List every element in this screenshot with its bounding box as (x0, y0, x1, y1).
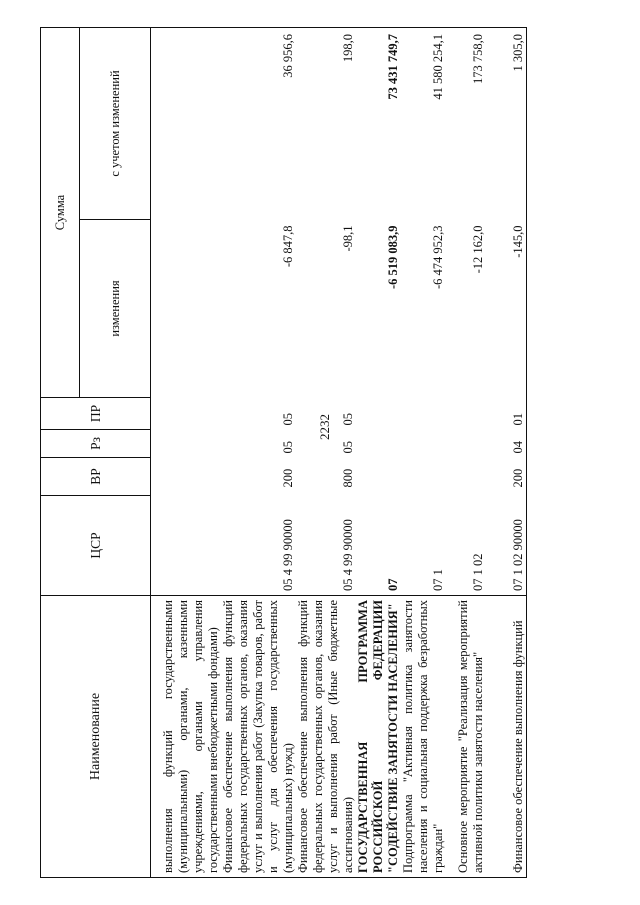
table-row (401, 28, 446, 878)
row-vr: 200 (486, 458, 527, 496)
row-change (151, 220, 222, 398)
row-rz (401, 430, 446, 458)
row-change: -145,0 (486, 220, 527, 398)
row-with-change (151, 28, 222, 220)
row-pr: 05 (281, 413, 295, 426)
col-change-header: изменения (80, 220, 151, 398)
row-pr: 01 (486, 398, 527, 430)
row-csr: 05 4 99 90000 (341, 519, 355, 591)
row-rz (446, 430, 486, 458)
row-name: ГОСУДАРСТВЕННАЯ ПРОГРАММА РОССИЙСКОЙ ФЕДЕРАЦИИ "СОДЕЙСТВИЕ ЗАНЯТОСТИ НАСЕЛЕНИЯ" (356, 596, 401, 878)
table-row (296, 28, 356, 878)
row-name: Основное мероприятие "Реализация мероприятий активной политики занятости населения" (446, 596, 486, 878)
row-change: -6 847,8 (281, 225, 295, 268)
row-csr: 07 1 02 (471, 553, 485, 591)
row-vr (356, 458, 401, 496)
row-rz (356, 430, 401, 458)
row-rz: 05 (281, 441, 295, 454)
table-row (221, 28, 296, 878)
row-with-change: 41 580 254,1 (401, 28, 446, 220)
row-pr (151, 398, 222, 430)
row-csr: 05 4 99 90000 (281, 519, 295, 591)
row-change: -6 519 083,9 (386, 225, 400, 290)
row-name: выполнения функций государственными (муниципальными) органами, казенными учреждениями, органами управления государственными внебюджетными фондами) (151, 596, 222, 878)
row-rz: 05 (341, 441, 355, 454)
col-sum-header: Сумма (41, 28, 80, 398)
row-vr (151, 458, 222, 496)
table-row (151, 28, 222, 878)
col-csr-header: ЦСР (41, 496, 151, 596)
row-csr: 07 1 (431, 569, 445, 591)
col-vr-header: ВР (41, 458, 151, 496)
col-name-header: Наименование (41, 596, 151, 878)
page-number: 2232 (317, 414, 332, 440)
col-rz-header: Рз (41, 430, 151, 458)
row-pr (356, 398, 401, 430)
row-change: -98,1 (341, 225, 355, 252)
row-name: Финансовое обеспечение выполнения функций федеральных государственных органов, оказания услуг и выполнения работ (Иные бюджетные ассигнования) (296, 596, 356, 878)
row-vr: 200 (281, 468, 295, 488)
table-row (446, 28, 486, 878)
row-name: Подпрограмма "Активная политика занятости населения и социальная поддержка безработных граждан" (401, 596, 446, 878)
row-pr (446, 398, 486, 430)
row-vr (401, 458, 446, 496)
row-with-change: 173 758,0 (446, 28, 486, 220)
row-csr (151, 496, 222, 596)
row-csr: 07 1 02 90000 (486, 496, 527, 596)
table-header (41, 28, 151, 878)
row-vr: 800 (341, 468, 355, 488)
row-pr: 05 (341, 413, 355, 426)
budget-table (40, 27, 527, 878)
row-with-change: 73 431 749,7 (356, 28, 401, 220)
row-rz: 04 (486, 430, 527, 458)
row-rz (151, 430, 222, 458)
row-name: Финансовое обеспечение выполнения функций федеральных государственных органов, оказания услуг и выполнения работ (Закупка товаров, работ и услуг для обеспечения государственных (муниципальных) нужд) (221, 596, 296, 878)
row-with-change: 198,0 (296, 28, 356, 220)
row-change: -6 474 952,3 (431, 225, 445, 290)
row-pr (401, 398, 446, 430)
rotated-page (40, 28, 580, 878)
row-vr (446, 458, 486, 496)
row-name: Финансовое обеспечение выполнения функций (486, 596, 527, 878)
row-with-change: 1 305,0 (486, 28, 527, 220)
row-csr: 07 (386, 578, 400, 591)
row-change: -12 162,0 (471, 225, 485, 274)
table-row (486, 28, 527, 878)
col-with-change-header: с учетом изменений (80, 28, 151, 220)
table-row (356, 28, 401, 878)
row-with-change: 36 956,6 (221, 28, 296, 220)
col-pr-header: ПР (41, 398, 151, 430)
